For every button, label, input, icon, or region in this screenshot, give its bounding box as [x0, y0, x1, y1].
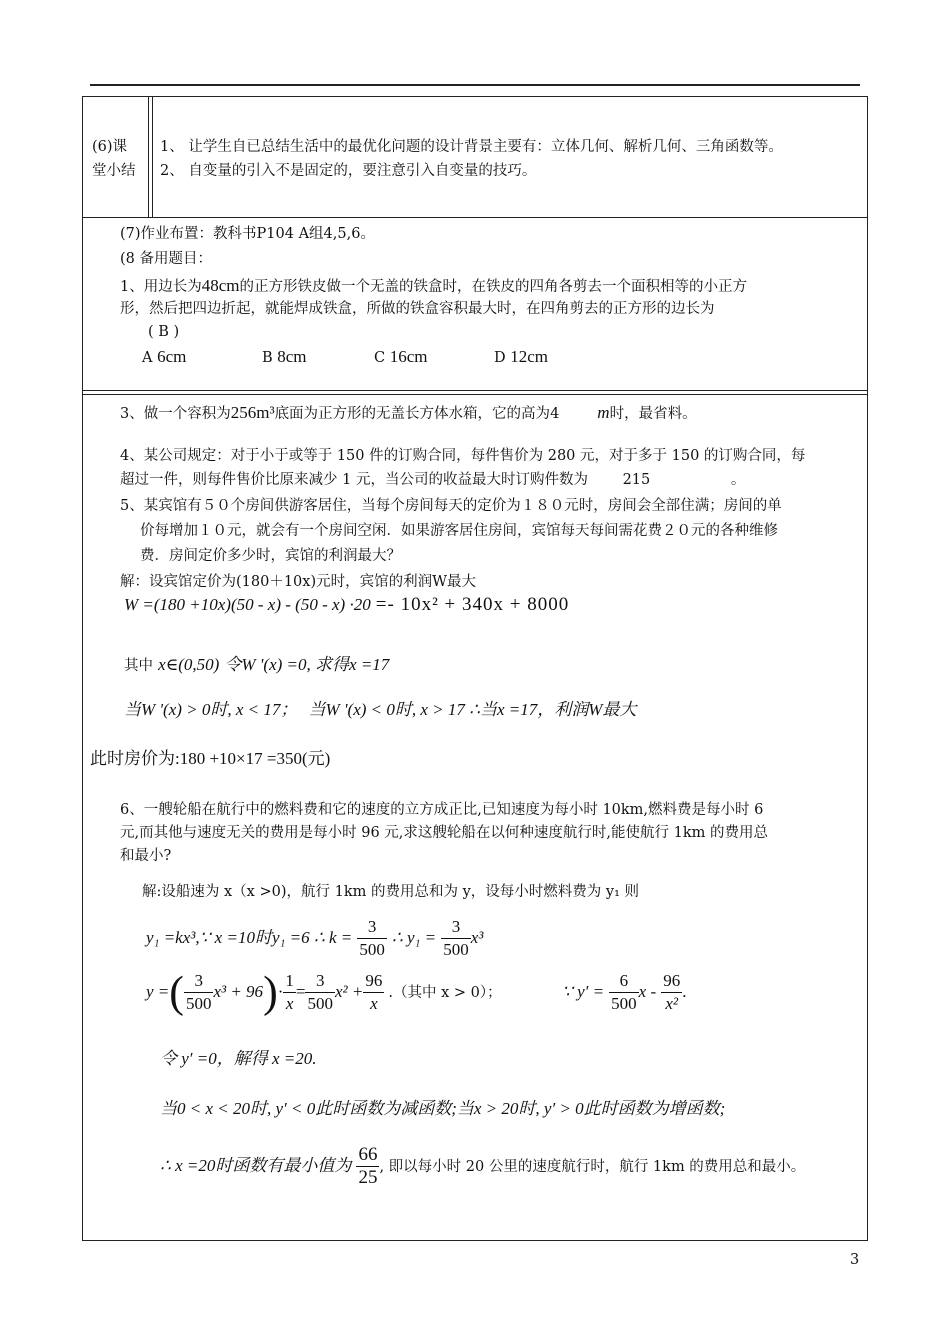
- q6-frac4-den: x: [285, 994, 294, 1013]
- table-border-right: [867, 96, 868, 1241]
- q6-frac7: [609, 970, 639, 1015]
- q6-frac1-num: 3: [357, 916, 387, 939]
- q6-eq2-mid: x³ + 96: [213, 982, 264, 1001]
- q5-condition-line: [124, 695, 636, 720]
- q1-value: 48cm: [201, 276, 240, 295]
- q6-times: ·: [277, 982, 284, 1001]
- q6-deriv-lead: ∵ y′ =: [562, 982, 605, 1001]
- q6-monotonicity: 当0 < x < 20时, y′ < 0此时函数为减函数;当x > 20时, y′ > 0此时函数为增函数;: [160, 1099, 726, 1118]
- q5-domain: x∈(0,50): [158, 655, 220, 674]
- q1-option-d: [494, 347, 548, 368]
- q1-option-a: [142, 347, 186, 368]
- cell-divider-inner: [152, 96, 153, 218]
- q6-frac1: [357, 916, 387, 961]
- q1-suffix: 的正方形铁皮做一个无盖的铁盒时，在铁皮的四角各剪去一个面积相等的小正方: [239, 279, 748, 295]
- q6-min-end: , 即以每小时 20 公里的速度航行时，航行 1km 的费用总和最小。: [379, 1159, 806, 1175]
- q3-line: [120, 403, 697, 424]
- q6-eq2-plus: x² +: [334, 982, 364, 1001]
- q1-line1: [120, 276, 747, 297]
- q6-frac6-den: x: [370, 994, 378, 1013]
- q6-eq2-eq: =: [295, 982, 306, 1001]
- q6-frac5-num: 3: [305, 970, 335, 993]
- summary-label-line1: (6)课: [92, 139, 128, 155]
- q6-frac9-den: 25: [358, 1167, 378, 1188]
- q5-cond1: 当W '(x) > 0时, x < 17；: [124, 700, 298, 719]
- q1-option-a-value: 6cm: [157, 347, 187, 366]
- summary-item-2: 2、 自变量的引入不是固定的，要注意引入自变量的技巧。: [160, 163, 537, 179]
- q1-prefix: 1、用边长为: [120, 279, 202, 295]
- q4-answer: 215: [622, 472, 651, 488]
- q1-option-b: [262, 347, 307, 368]
- q6-frac6-num: 96: [363, 970, 384, 993]
- q6-frac5: [305, 970, 335, 1015]
- q3-unit: m: [597, 403, 610, 422]
- q6-line2: 元,而其他与速度无关的费用是每小时 96 元,求这艘轮船在以何种速度航行时,能使航行 1km 的费用总: [120, 825, 768, 841]
- q5-line1: 5、某宾馆有５０个房间供游客居住，当每个房间每天的定价为１８０元时，房间会全部住满；房间的单: [120, 498, 782, 514]
- q6-frac8: [661, 970, 682, 1015]
- q6-frac3-num: 3: [184, 970, 214, 993]
- q5-domain-prefix: 其中: [124, 658, 153, 674]
- q6-line3: 和最小?: [120, 848, 172, 864]
- q6-eq1-c: x³: [470, 928, 484, 947]
- table-border-top: [82, 96, 868, 97]
- row-divider-2b: [82, 394, 868, 395]
- q5-cond2: 当W '(x) < 0时, x > 17 ∴当x =17，利润W最大: [308, 700, 637, 719]
- table-border-left: [82, 96, 83, 1241]
- q3-middle: 底面为正方形的无盖长方体水箱，它的高为: [274, 406, 551, 422]
- homework-line: (7)作业布置：教科书P104 A组4,5,6。: [120, 226, 375, 242]
- q1-option-a-label: A: [142, 350, 153, 366]
- summary-label-line2: 堂小结: [92, 163, 136, 179]
- q1-answer: ( B ): [148, 324, 180, 340]
- q1-option-d-value: 12cm: [510, 347, 549, 366]
- q1-option-c-label: C: [374, 350, 386, 366]
- q1-option-b-value: 8cm: [277, 347, 307, 366]
- q6-frac7-den: 500: [611, 994, 637, 1013]
- q6-frac1-den: 500: [359, 940, 385, 959]
- q3-volume: 256m³: [230, 403, 275, 422]
- q6-frac3-den: 500: [185, 994, 212, 1013]
- q6-derivative: [562, 970, 686, 1015]
- q5-domain-line: [124, 650, 389, 676]
- q5-line2: 价每增加１０元，就会有一个房间空闲．如果游客居住房间，宾馆每天每间需花费２０元的各种维修: [140, 523, 778, 539]
- q5-domain-rest: 令W '(x) =0, 求得x =17: [224, 655, 390, 674]
- q6-left-paren: (: [169, 967, 184, 1017]
- q1-option-b-label: B: [262, 350, 273, 366]
- q4-line2: [120, 470, 745, 490]
- q6-eq1: [146, 916, 483, 961]
- row-divider-1: [82, 217, 868, 218]
- q5-eq-right: =- 10x² + 340x + 8000: [375, 594, 570, 615]
- q6-frac7-num: 6: [609, 970, 639, 993]
- q5-price: 此时房价为:180 +10×17 =350(元): [90, 749, 331, 768]
- q6-frac2-den: 500: [443, 940, 469, 959]
- q6-frac5-den: 500: [307, 994, 333, 1013]
- q5-eq-left: W =(180 +10x)(50 - x) - (50 - x) ·20: [124, 595, 371, 614]
- q6-eq2-cond: .（其中 x > 0）；: [388, 985, 502, 1001]
- q3-suffix: 时，最省料。: [609, 406, 697, 422]
- q6-minimum: [160, 1144, 805, 1189]
- q6-frac2: [441, 916, 471, 961]
- summary-item-1: 1、 让学生自已总结生活中的最优化问题的设计背景主要有：立体几何、解析几何、三角函数等。: [160, 139, 783, 155]
- q1-line2: 形，然后把四边折起，就能焊成铁盒，所做的铁盒容积最大时，在四角剪去的正方形的边长为: [120, 301, 715, 317]
- q6-frac6: [363, 970, 384, 1015]
- q4-line1: 4、某公司规定：对于小于或等于 150 件的订购合同，每件售价为 280 元，对于多于 150 的订购合同，每: [120, 448, 806, 464]
- q6-deriv-mid: x -: [638, 982, 657, 1001]
- reserve-heading: (8 备用题目：: [120, 251, 212, 267]
- q1-option-c-value: 16cm: [389, 347, 428, 366]
- q3-answer: 4: [550, 406, 560, 422]
- q6-eq1-a: y₁ =kx³,∵ x =10时y₁ =6 ∴ k =: [146, 928, 353, 947]
- q4-end: 。: [730, 472, 746, 488]
- row-divider-2: [82, 390, 868, 391]
- q6-frac9-num: 66: [358, 1144, 378, 1165]
- q6-frac4: [283, 970, 296, 1015]
- page-number: 3: [850, 1252, 860, 1268]
- q3-prefix: 3、做一个容积为: [120, 406, 231, 422]
- cell-divider: [148, 96, 149, 218]
- q6-eq2-lead: y =: [146, 982, 170, 1001]
- q6-frac2-num: 3: [441, 916, 471, 939]
- q6-line1: 6、一艘轮船在航行中的燃料费和它的速度的立方成正比,已知速度为每小时 10km,燃料费是每小时 6: [120, 802, 764, 818]
- q4-text: 超过一件，则每件售价比原来减少 1 元，当公司的收益最大时订购件数为: [120, 472, 588, 488]
- q6-right-paren: ): [263, 967, 278, 1017]
- q6-frac9: [356, 1144, 379, 1189]
- q6-deriv-end: .: [682, 982, 687, 1001]
- q5-solution-intro: 解：设宾馆定价为(180＋10x)元时，宾馆的利润W最大: [120, 574, 477, 590]
- q6-frac3: [184, 970, 214, 1015]
- table-border-bottom: [82, 1240, 868, 1241]
- q6-critical-point: 令 y′ =0，解得 x =20.: [160, 1049, 317, 1068]
- q6-frac4-num: 1: [283, 970, 296, 993]
- q6-frac8-den: x²: [665, 994, 679, 1013]
- q5-equation: [124, 594, 569, 616]
- q6-frac8-num: 96: [661, 970, 682, 993]
- q1-option-c: [374, 347, 428, 368]
- q6-solution-intro: 解:设船速为 x（x >0)，航行 1km 的费用总和为 y，设每小时燃料费为 y₁ 则: [142, 884, 639, 900]
- header-rule: [90, 84, 860, 86]
- q6-eq2: [146, 967, 502, 1017]
- q6-eq1-b: ∴ y₁ =: [391, 928, 437, 947]
- q1-option-d-label: D: [494, 350, 506, 366]
- q5-line3: 费．房间定价多少时，宾馆的利润最大？: [140, 548, 401, 564]
- q6-min-lead: ∴ x =20时函数有最小值为: [160, 1156, 352, 1175]
